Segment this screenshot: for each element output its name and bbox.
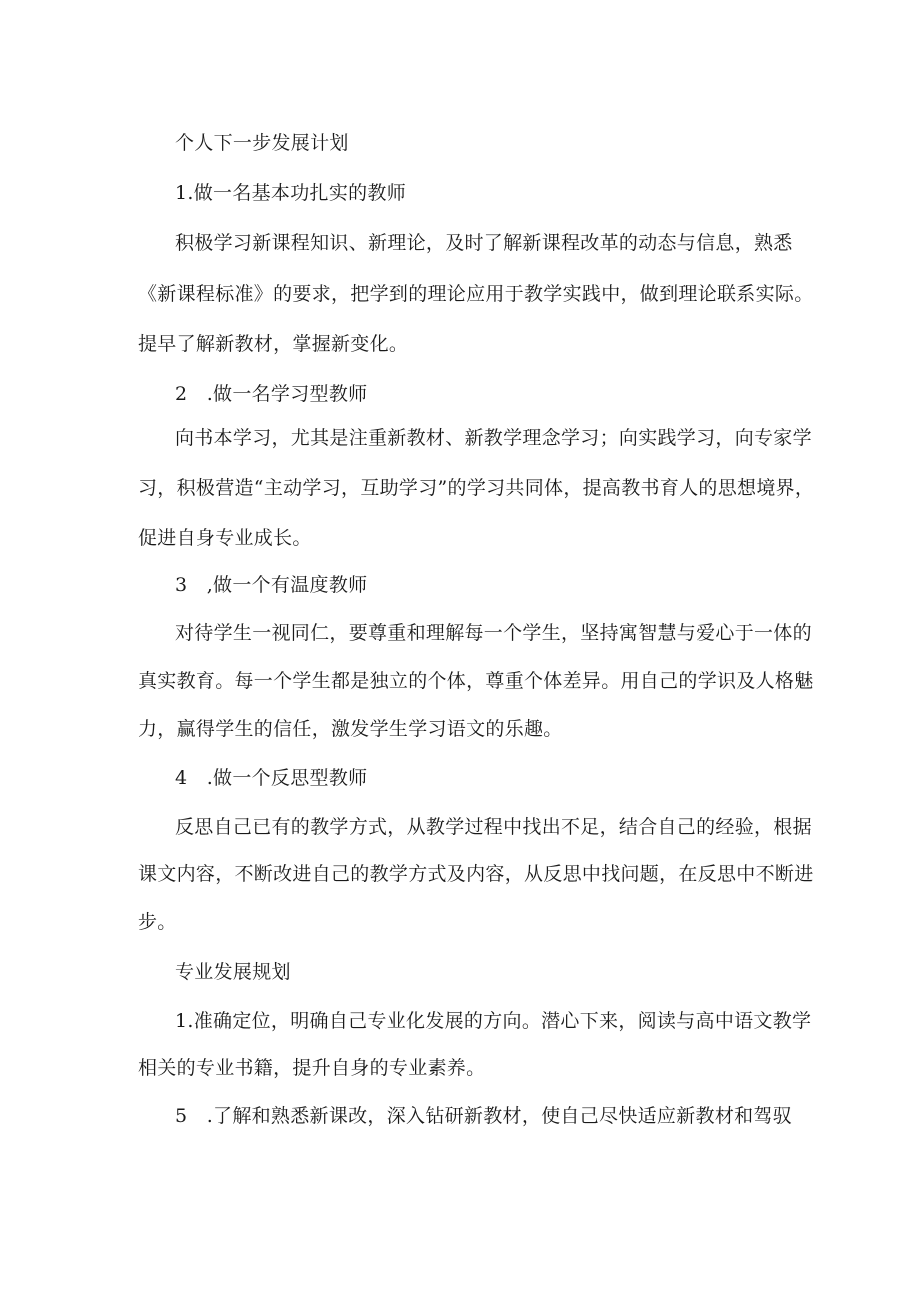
career1-body-line: 1.准确定位，明确自己专业化发展的方向。潜心下来，阅读与高中语文教学 (175, 1010, 812, 1032)
item3-body-line: 对待学生一视同仁，要尊重和理解每一个学生，坚持寓智慧与爱心于一体的 (175, 622, 812, 644)
item3-body-line: 力，赢得学生的信任，激发学生学习语文的乐趣。 (138, 718, 563, 740)
item2-body-line: 向书本学习，尤其是注重新教材、新教学理念学习；向实践学习，向专家学 (175, 427, 812, 449)
career1-body-line: 相关的专业书籍，提升自身的专业素养。 (138, 1057, 486, 1079)
item4-body-line: 步。 (138, 911, 177, 933)
heading-career: 专业发展规划 (175, 961, 291, 983)
item1-body-line: 《新课程标准》的要求，把学到的理论应用于教学实践中，做到理论联系实际。 (138, 283, 814, 305)
item1-title: 1.做一名基本功扎实的教师 (175, 182, 407, 204)
item3-body-line: 真实教育。每一个学生都是独立的个体，尊重个体差异。用自己的学识及人格魅 (138, 670, 814, 692)
item1-body-line: 提早了解新教材，掌握新变化。 (138, 333, 409, 355)
item2-title: 2 .做一名学习型教师 (175, 383, 368, 405)
item2-body-line: 促进自身专业成长。 (138, 527, 312, 549)
item4-body-line: 反思自己已有的教学方式，从教学过程中找出不足，结合自己的经验，根据 (175, 816, 812, 838)
item1-body-line: 积极学习新课程知识、新理论，及时了解新课程改革的动态与信息，熟悉 (175, 232, 793, 254)
item4-body-line: 课文内容，不断改进自己的教学方式及内容，从反思中找问题，在反思中不断进 (138, 863, 814, 885)
career5-body-line: 5 .了解和熟悉新课改，深入钻研新教材，使自己尽快适应新教材和驾驭 (175, 1105, 793, 1127)
item4-title: 4 .做一个反思型教师 (175, 767, 368, 789)
item3-title: 3 ,做一个有温度教师 (175, 574, 368, 596)
heading-plan: 个人下一步发展计划 (175, 132, 349, 154)
item2-body-line: 习，积极营造“主动学习，互助学习”的学习共同体，提高教书育人的思想境界， (138, 477, 815, 499)
